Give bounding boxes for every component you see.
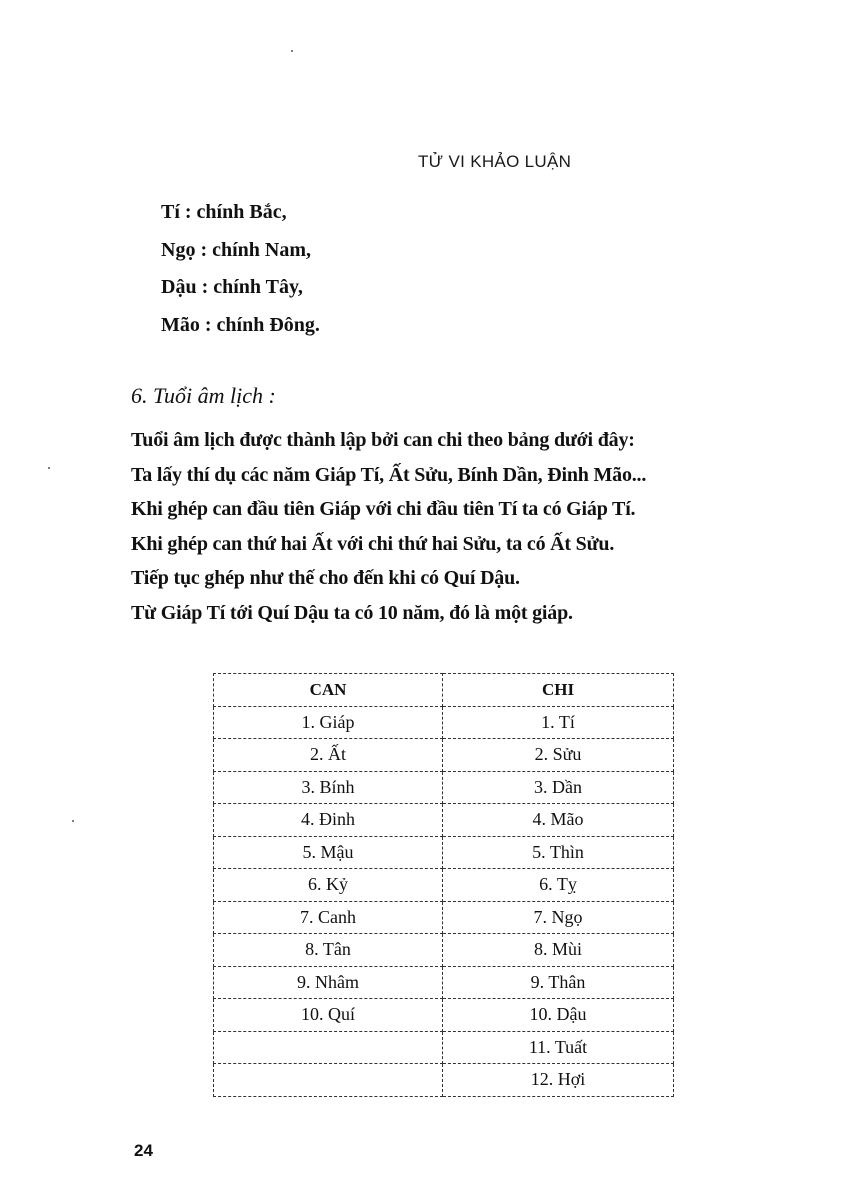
can-cell: 9. Nhâm	[214, 966, 443, 999]
header-chi: CHI	[443, 674, 674, 707]
paragraph-line: Khi ghép can thứ hai Ất với chi thứ hai Sửu, ta có Ất Sửu.	[131, 532, 615, 555]
section-heading: 6. Tuổi âm lịch :	[131, 383, 276, 408]
direction-item: Dậu : chính Tây,	[161, 276, 303, 298]
page-number: 24	[134, 1141, 153, 1160]
table-row	[214, 1031, 674, 1064]
paragraph-line: Ta lấy thí dụ các năm Giáp Tí, Ất Sửu, Bính Dần, Đinh Mão...	[131, 463, 647, 486]
chi-cell: 12. Hợi	[443, 1064, 674, 1097]
table-row	[214, 934, 674, 967]
paragraph-line: Tuổi âm lịch được thành lập bởi can chi theo bảng dưới đây:	[131, 429, 635, 451]
chi-cell: 10. Dậu	[443, 999, 674, 1032]
direction-item: Mão : chính Đông.	[161, 313, 320, 336]
paragraph-line: Từ Giáp Tí tới Quí Dậu ta có 10 năm, đó là một giáp.	[131, 601, 573, 624]
can-cell: 8. Tân	[214, 934, 443, 967]
table-row	[214, 836, 674, 869]
chi-cell: 3. Dần	[443, 771, 674, 804]
chi-cell: 1. Tí	[443, 706, 674, 739]
chi-cell: 7. Ngọ	[443, 901, 674, 934]
table-row	[214, 771, 674, 804]
can-cell: 4. Đinh	[214, 804, 443, 837]
chi-cell: 6. Tỵ	[443, 869, 674, 902]
chi-cell: 8. Mùi	[443, 934, 674, 967]
can-cell: 1. Giáp	[214, 706, 443, 739]
chi-cell: 9. Thân	[443, 966, 674, 999]
directions-list	[161, 194, 320, 344]
table-row	[214, 1064, 674, 1097]
section-paragraph	[131, 423, 646, 630]
table-row	[214, 999, 674, 1032]
can-cell	[214, 1064, 443, 1097]
can-cell: 7. Canh	[214, 901, 443, 934]
chi-cell: 11. Tuất	[443, 1031, 674, 1064]
can-cell	[214, 1031, 443, 1064]
can-cell: 5. Mậu	[214, 836, 443, 869]
direction-item: Tí : chính Bắc,	[161, 201, 287, 223]
can-cell: 2. Ất	[214, 739, 443, 772]
can-cell: 10. Quí	[214, 999, 443, 1032]
direction-item: Ngọ : chính Nam,	[161, 238, 312, 261]
table-row	[214, 966, 674, 999]
table-row	[214, 869, 674, 902]
chi-cell: 5. Thìn	[443, 836, 674, 869]
table-row	[214, 804, 674, 837]
paragraph-line: Khi ghép can đầu tiên Giáp với chi đầu tiên Tí ta có Giáp Tí.	[131, 498, 636, 520]
can-cell: 6. Kỷ	[214, 869, 443, 902]
table-row	[214, 901, 674, 934]
chi-cell: 2. Sửu	[443, 739, 674, 772]
table-header-row	[214, 674, 674, 707]
table-row	[214, 706, 674, 739]
table-row	[214, 739, 674, 772]
paragraph-line: Tiếp tục ghép như thế cho đến khi có Quí Dậu.	[131, 567, 520, 589]
chi-cell: 4. Mão	[443, 804, 674, 837]
scan-speck	[48, 467, 50, 469]
running-head: TỬ VI KHẢO LUẬN	[418, 152, 572, 171]
can-cell: 3. Bính	[214, 771, 443, 804]
scan-speck	[291, 50, 293, 52]
scan-speck	[72, 820, 74, 822]
header-can: CAN	[214, 674, 443, 707]
can-chi-table	[213, 673, 674, 1097]
